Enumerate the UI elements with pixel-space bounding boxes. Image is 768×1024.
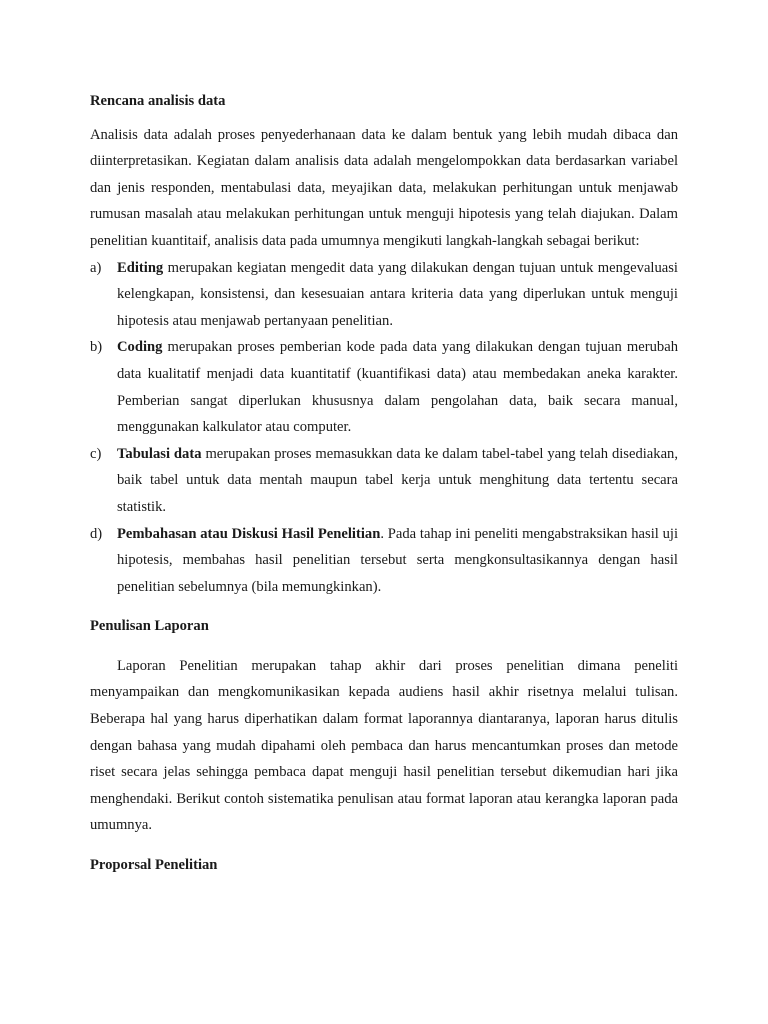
list-item-text: merupakan proses pemberian kode pada data yang dilakukan dengan tujuan merubah data kualitatif menjadi data kuantitatif (kuantifikasi data) atau membedakan aneka karakter. Pemberian sangat diperlukan khususnya dalam pengolahan data, baik secara manual, menggunakan kalkulator atau computer. <box>117 339 678 436</box>
list-item-text: merupakan proses memasukkan data ke dalam tabel-tabel yang telah disediakan, baik tabel untuk data mentah maupun tabel kerja untuk menghitung data tertentu secara statistik. <box>117 445 678 515</box>
term-editing: Editing <box>117 259 164 276</box>
list-marker: d) <box>90 525 103 542</box>
section-heading-penulisan-laporan: Penulisan Laporan <box>90 618 209 635</box>
list-item-coding <box>90 334 678 440</box>
list-item-body <box>117 255 678 335</box>
section-heading-rencana-analisis-data: Rencana analisis data <box>90 93 226 109</box>
list-item-tabulasi <box>90 441 678 521</box>
list-item-body <box>117 521 678 601</box>
list-item-body <box>117 334 678 440</box>
intro-paragraph: Analisis data adalah proses penyederhanaan data ke dalam bentuk yang lebih mudah dibaca dan diinterpretasikan. Kegiatan dalam analisis data adalah mengelompokkan data berdasarkan variabel dan jenis responden, mentabulasi data, meyajikan data, melakukan perhitungan untuk menjawab rumusan masalah atau melakukan perhitungan untuk menguji hipotesis yang telah diajukan. Dalam penelitian kuantitaif, analisis data pada umumnya mengikuti langkah-langkah sebagai berikut: <box>90 126 678 249</box>
list-marker: b) <box>90 339 103 356</box>
term-tabulasi-data: Tabulasi data <box>117 445 202 462</box>
list-item-editing <box>90 255 678 335</box>
list-marker: a) <box>90 259 102 276</box>
laporan-paragraph: Laporan Penelitian merupakan tahap akhir dari proses penelitian dimana peneliti menyampaikan dan mengkomunikasikan kepada audiens hasil akhir risetnya melalui tulisan. Beberapa hal yang harus diperhatikan dalam format laporannya diantaranya, laporan harus ditulis dengan bahasa yang mudah dipahami oleh pembaca dan harus mencantumkan proses dan metode riset secara jelas sehingga pembaca dapat menguji hasil penelitian tersebut dikemudian hari jika menghendaki. Berikut contoh sistematika penulisan atau format laporan atau kerangka laporan pada umumnya. <box>90 657 678 834</box>
section-heading-proporsal-penelitian: Proporsal Penelitian <box>90 857 218 874</box>
list-marker: c) <box>90 445 102 462</box>
list-item-body <box>117 441 678 521</box>
document-page <box>90 88 678 879</box>
list-item-text: . Pada tahap ini peneliti mengabstraksikan hasil uji hipotesis, membahas hasil penelitian tersebut serta mengkonsultasikannya dengan hasil penelitian sebelumnya (bila memungkinkan). <box>117 525 678 595</box>
term-pembahasan: Pembahasan atau Diskusi Hasil Penelitian <box>117 525 381 542</box>
list-item-text: merupakan kegiatan mengedit data yang dilakukan dengan tujuan untuk mengevaluasi kelengkapan, konsistensi, dan kesesuaian antara kriteria data yang diperlukan untuk menguji hipotesis atau menjawab pertanyaan penelitian. <box>117 259 678 329</box>
term-coding: Coding <box>117 339 163 356</box>
list-item-pembahasan <box>90 521 678 601</box>
